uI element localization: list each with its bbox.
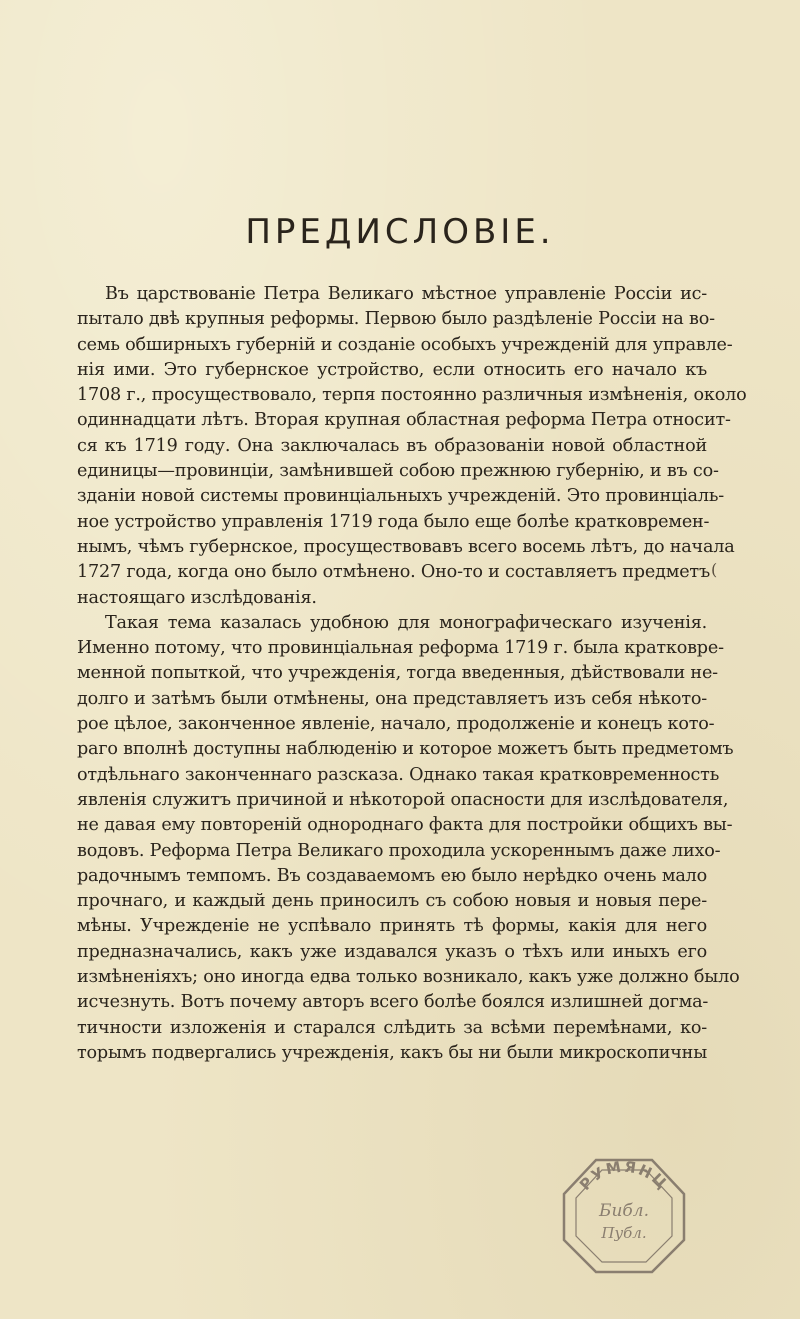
text-line: менной попыткой, что учрежденiя, тогда введенныя, дѣйствовали не- [77,663,718,684]
text-line: предназначались, какъ уже издавался указъ о тѣхъ или иныхъ его [77,941,707,962]
text-line: одиннадцати лѣтъ. Вторая крупная областная реформа Петра относит- [77,410,731,431]
text-line: раго вполнѣ доступны наблюденiю и которое можетъ быть предметомъ [77,739,734,760]
text-line: отдѣльнаго законченнаго разсказа. Однако такая кратковременность [77,764,720,785]
text-line: семь обширныхъ губернiй и созданiе особыхъ учрежденiй для управле- [77,334,733,355]
text-line: 1708 г., просуществовало, терпя постоянно различныя измѣненiя, около [77,385,747,406]
text-line: единицы—провинцiи, замѣнившей собою прежнюю губернiю, и въ со- [77,461,719,482]
stamp-center-text-1: Библ. [598,1201,650,1221]
text-line: не давая ему повторенiй однороднаго факта для постройки общихъ вы- [77,815,733,836]
text-line: рое цѣлое, законченное явленiе, начало, продолженiе и конецъ кото- [77,714,715,735]
text-line: радочнымъ темпомъ. Въ создаваемомъ ею было нерѣдко очень мало [77,865,707,886]
text-line: ное устройство управленiя 1719 года было еще болѣе кратковремен- [77,511,710,532]
body-text [77,282,747,1066]
svg-text:РУМЯНЦ [576,1157,672,1193]
text-line: Именно потому, что провинцiальная реформа 1719 г. была кратковре- [77,638,724,659]
text-line: 1727 года, когда оно было отмѣнено. Оно-то и составляетъ предметъ [77,562,710,583]
text-line: долго и затѣмъ были отмѣнены, она представляетъ изъ себя нѣкото- [77,688,707,709]
text-line: торымъ подвергались учрежденiя, какъ бы ни были микроскопичны [77,1042,707,1063]
text-line: тичности изложенiя и старался слѣдить за всѣми перемѣнами, ко- [77,1017,707,1038]
text-line: настоящаго изслѣдованiя. [77,587,317,608]
text-line: мѣны. Учрежденiе не успѣвало принять тѣ формы, какiя для него [77,916,707,937]
text-line: зданiи новой системы провинцiальныхъ учрежденiй. Это провинцiаль- [77,486,724,507]
text-line: пытало двѣ крупныя реформы. Первою было раздѣленiе Россiи на во- [77,309,715,330]
margin-mark: ( [711,560,718,579]
text-line: нымъ, чѣмъ губернское, просуществовавъ всего восемь лѣтъ, до начала [77,536,735,557]
text-line: ся къ 1719 году. Она заключалась въ образованiи новой областной [77,435,707,456]
paragraph-1 [77,282,747,611]
text-line: нiя ими. Это губернское устройство, если относить его начало къ [77,359,707,380]
stamp-center-text-2: Публ. [601,1224,647,1242]
text-line: Такая тема казалась удобною для монографическаго изученiя. [105,612,707,633]
text-line: явленiя служитъ причиной и нѣкоторой опасности для изслѣдователя, [77,789,729,810]
text-line: измѣненiяхъ; оно иногда едва только возникало, какъ уже должно было [77,967,740,988]
text-line: водовъ. Реформа Петра Великаго проходила ускореннымъ даже лихо- [77,840,721,861]
stamp-top-text: РУМЯНЦ [575,1157,672,1194]
text-line: Въ царствованiе Петра Великаго мѣстное управленiе Россiи ис- [105,284,707,304]
text-line: прочнаго, и каждый день приносилъ съ собою новыя и новыя пере- [77,891,707,912]
page-title: ПРЕДИСЛОВIЕ. [245,212,555,252]
text-line: исчезнуть. Вотъ почему авторъ всего болѣе боялся излишней догма- [77,992,709,1013]
library-stamp-icon [556,1148,692,1278]
paragraph-2 [77,611,740,1066]
